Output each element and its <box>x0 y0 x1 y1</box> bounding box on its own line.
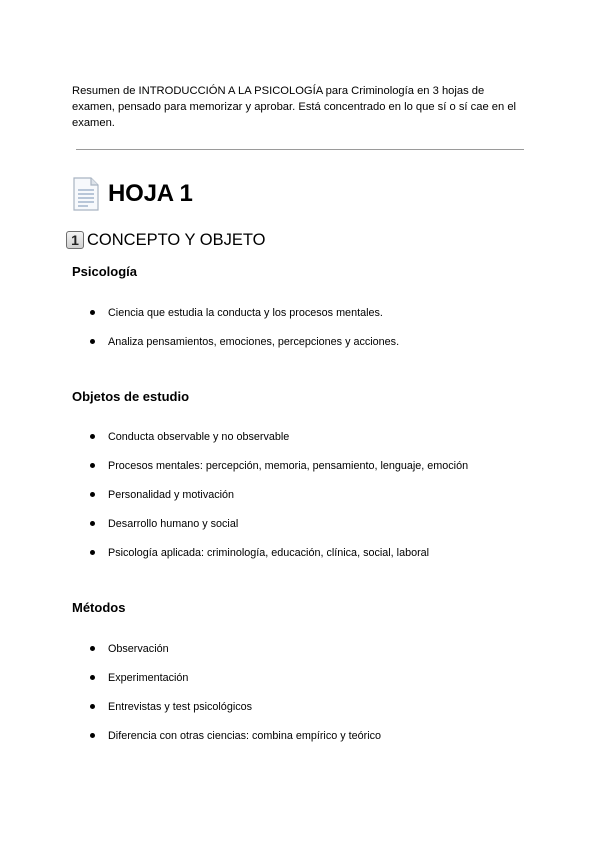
page-document-icon <box>72 177 100 211</box>
psicologia-heading: Psicología <box>72 264 138 279</box>
list-item: Analiza pensamientos, emociones, percepciones y acciones. <box>86 335 399 364</box>
sheet-heading <box>72 176 193 212</box>
sheet-title: HOJA 1 <box>108 180 193 207</box>
list-item: Psicología aplicada: criminología, educación, clínica, social, laboral <box>86 546 468 575</box>
keycap-number-icon: 1 <box>66 231 84 249</box>
list-item: Experimentación <box>86 671 381 700</box>
objetos-list <box>86 430 468 575</box>
metodos-list <box>86 642 381 758</box>
section-title: CONCEPTO Y OBJETO <box>87 230 266 249</box>
metodos-heading: Métodos <box>72 600 126 615</box>
list-item: Observación <box>86 642 381 671</box>
psicologia-list <box>86 306 399 364</box>
objetos-heading: Objetos de estudio <box>72 389 190 404</box>
list-item: Procesos mentales: percepción, memoria, pensamiento, lenguaje, emoción <box>86 459 468 488</box>
intro-paragraph: Resumen de INTRODUCCIÓN A LA PSICOLOGÍA para Criminología en 3 hojas de examen, pensado para memorizar y aprobar. Está concentrado en lo que sí o sí cae en el examen. <box>72 85 517 129</box>
horizontal-divider <box>76 149 524 150</box>
list-item: Diferencia con otras ciencias: combina empírico y teórico <box>86 729 381 758</box>
list-item: Entrevistas y test psicológicos <box>86 700 381 729</box>
list-item: Desarrollo humano y social <box>86 517 468 546</box>
list-item: Conducta observable y no observable <box>86 430 468 459</box>
list-item: Personalidad y motivación <box>86 488 468 517</box>
list-item: Ciencia que estudia la conducta y los procesos mentales. <box>86 306 399 335</box>
section-heading <box>66 229 266 251</box>
